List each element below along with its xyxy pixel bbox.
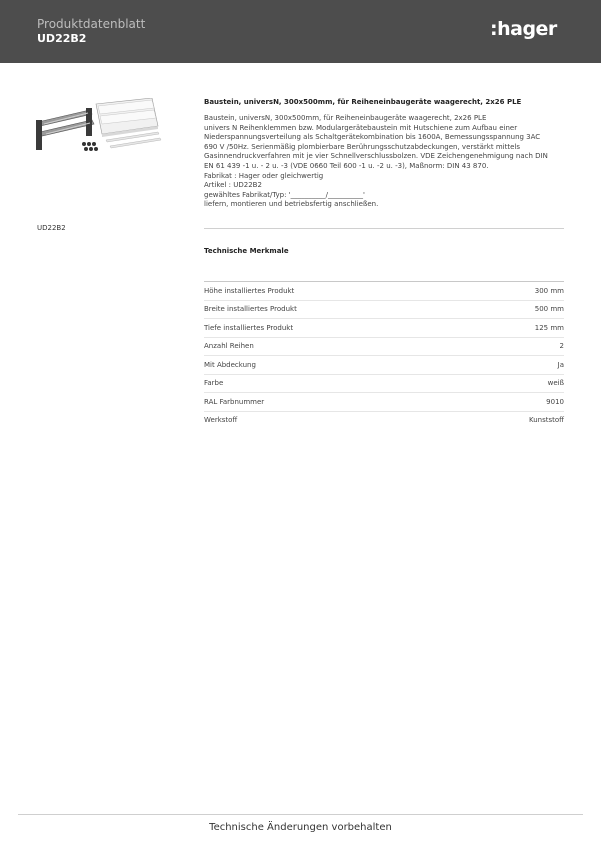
spec-label: Mit Abdeckung [204,360,256,369]
product-image [34,98,162,160]
spec-value: 9010 [546,397,564,406]
spec-label: Farbe [204,379,224,388]
specs-table [204,281,564,429]
document-type: Produktdatenblatt [37,17,146,31]
description-line: univers N Reihenklemmen bzw. Modulargerätebaustein mit Hutschiene zum Aufbau einer [204,123,518,132]
spec-label: Höhe installiertes Produkt [204,286,295,295]
spec-row [204,319,564,338]
footer-note: Technische Änderungen vorbehalten [209,822,392,833]
section-divider [204,228,564,229]
spec-row [204,393,564,412]
description-line: gewähltes Fabrikat/Typ: '__________/__________' [204,190,365,199]
spec-value: weiß [547,379,564,388]
spec-value: 125 mm [534,323,564,332]
bolts-graphic [82,142,98,151]
description-line: Baustein, universN, 300x500mm, für Reiheneinbaugeräte waagerecht, 2x26 PLE [204,114,487,122]
hager-logo: :hager [490,18,557,40]
spec-label: Tiefe installiertes Produkt [204,323,294,332]
spec-label: Werkstoff [204,416,238,425]
spec-row [204,412,564,430]
spec-row [204,301,564,320]
description-line: Artikel : UD22B2 [204,181,262,190]
product-description [204,114,566,210]
product-title: Baustein, universN, 300x500mm, für Reiheneinbaugeräte waagerecht, 2x26 PLE [204,98,522,106]
footer-divider [18,814,583,815]
spec-value: 500 mm [534,305,564,314]
product-code: UD22B2 [37,32,87,45]
spec-value: 300 mm [534,286,564,295]
spec-row [204,356,564,375]
description-line: 690 V /50Hz. Serienmäßig plombierbare Berührungsschutzabdeckungen, verstärkt mittels [204,142,520,151]
description-line: Fabrikat : Hager oder gleichwertig [204,171,324,180]
sku-label: UD22B2 [37,224,66,232]
description-line: EN 61 439 -1 u. - 2 u. -3 (VDE 0660 Teil 600 -1 u. -2 u. -3), Maßnorm: DIN 43 870. [204,161,489,170]
header-bar [0,0,601,63]
description-line: liefern, montieren und betriebsfertig anschließen. [204,200,379,209]
spec-label: Breite installiertes Produkt [204,305,297,314]
description-line: Gasinnendruckverfahren mit je vier Schnellverschlussbolzen. VDE Zeichengenehmigung nach DIN [204,152,548,161]
spec-row [204,375,564,394]
spec-value: Ja [557,360,564,369]
cover-panel-graphic [96,98,158,137]
spec-label: Anzahl Reihen [204,342,254,351]
spec-value: Kunststoff [528,416,564,425]
description-line: Niederspannungsverteilung als Schaltgerätekombination bis 1600A, Bemessungsspannung 3AC [204,133,541,142]
spec-row [204,338,564,357]
product-content [204,98,566,210]
spec-label: RAL Farbnummer [204,397,265,406]
specs-section-title: Technische Merkmale [204,247,289,255]
spec-row [204,282,564,301]
spec-value: 2 [559,342,564,351]
